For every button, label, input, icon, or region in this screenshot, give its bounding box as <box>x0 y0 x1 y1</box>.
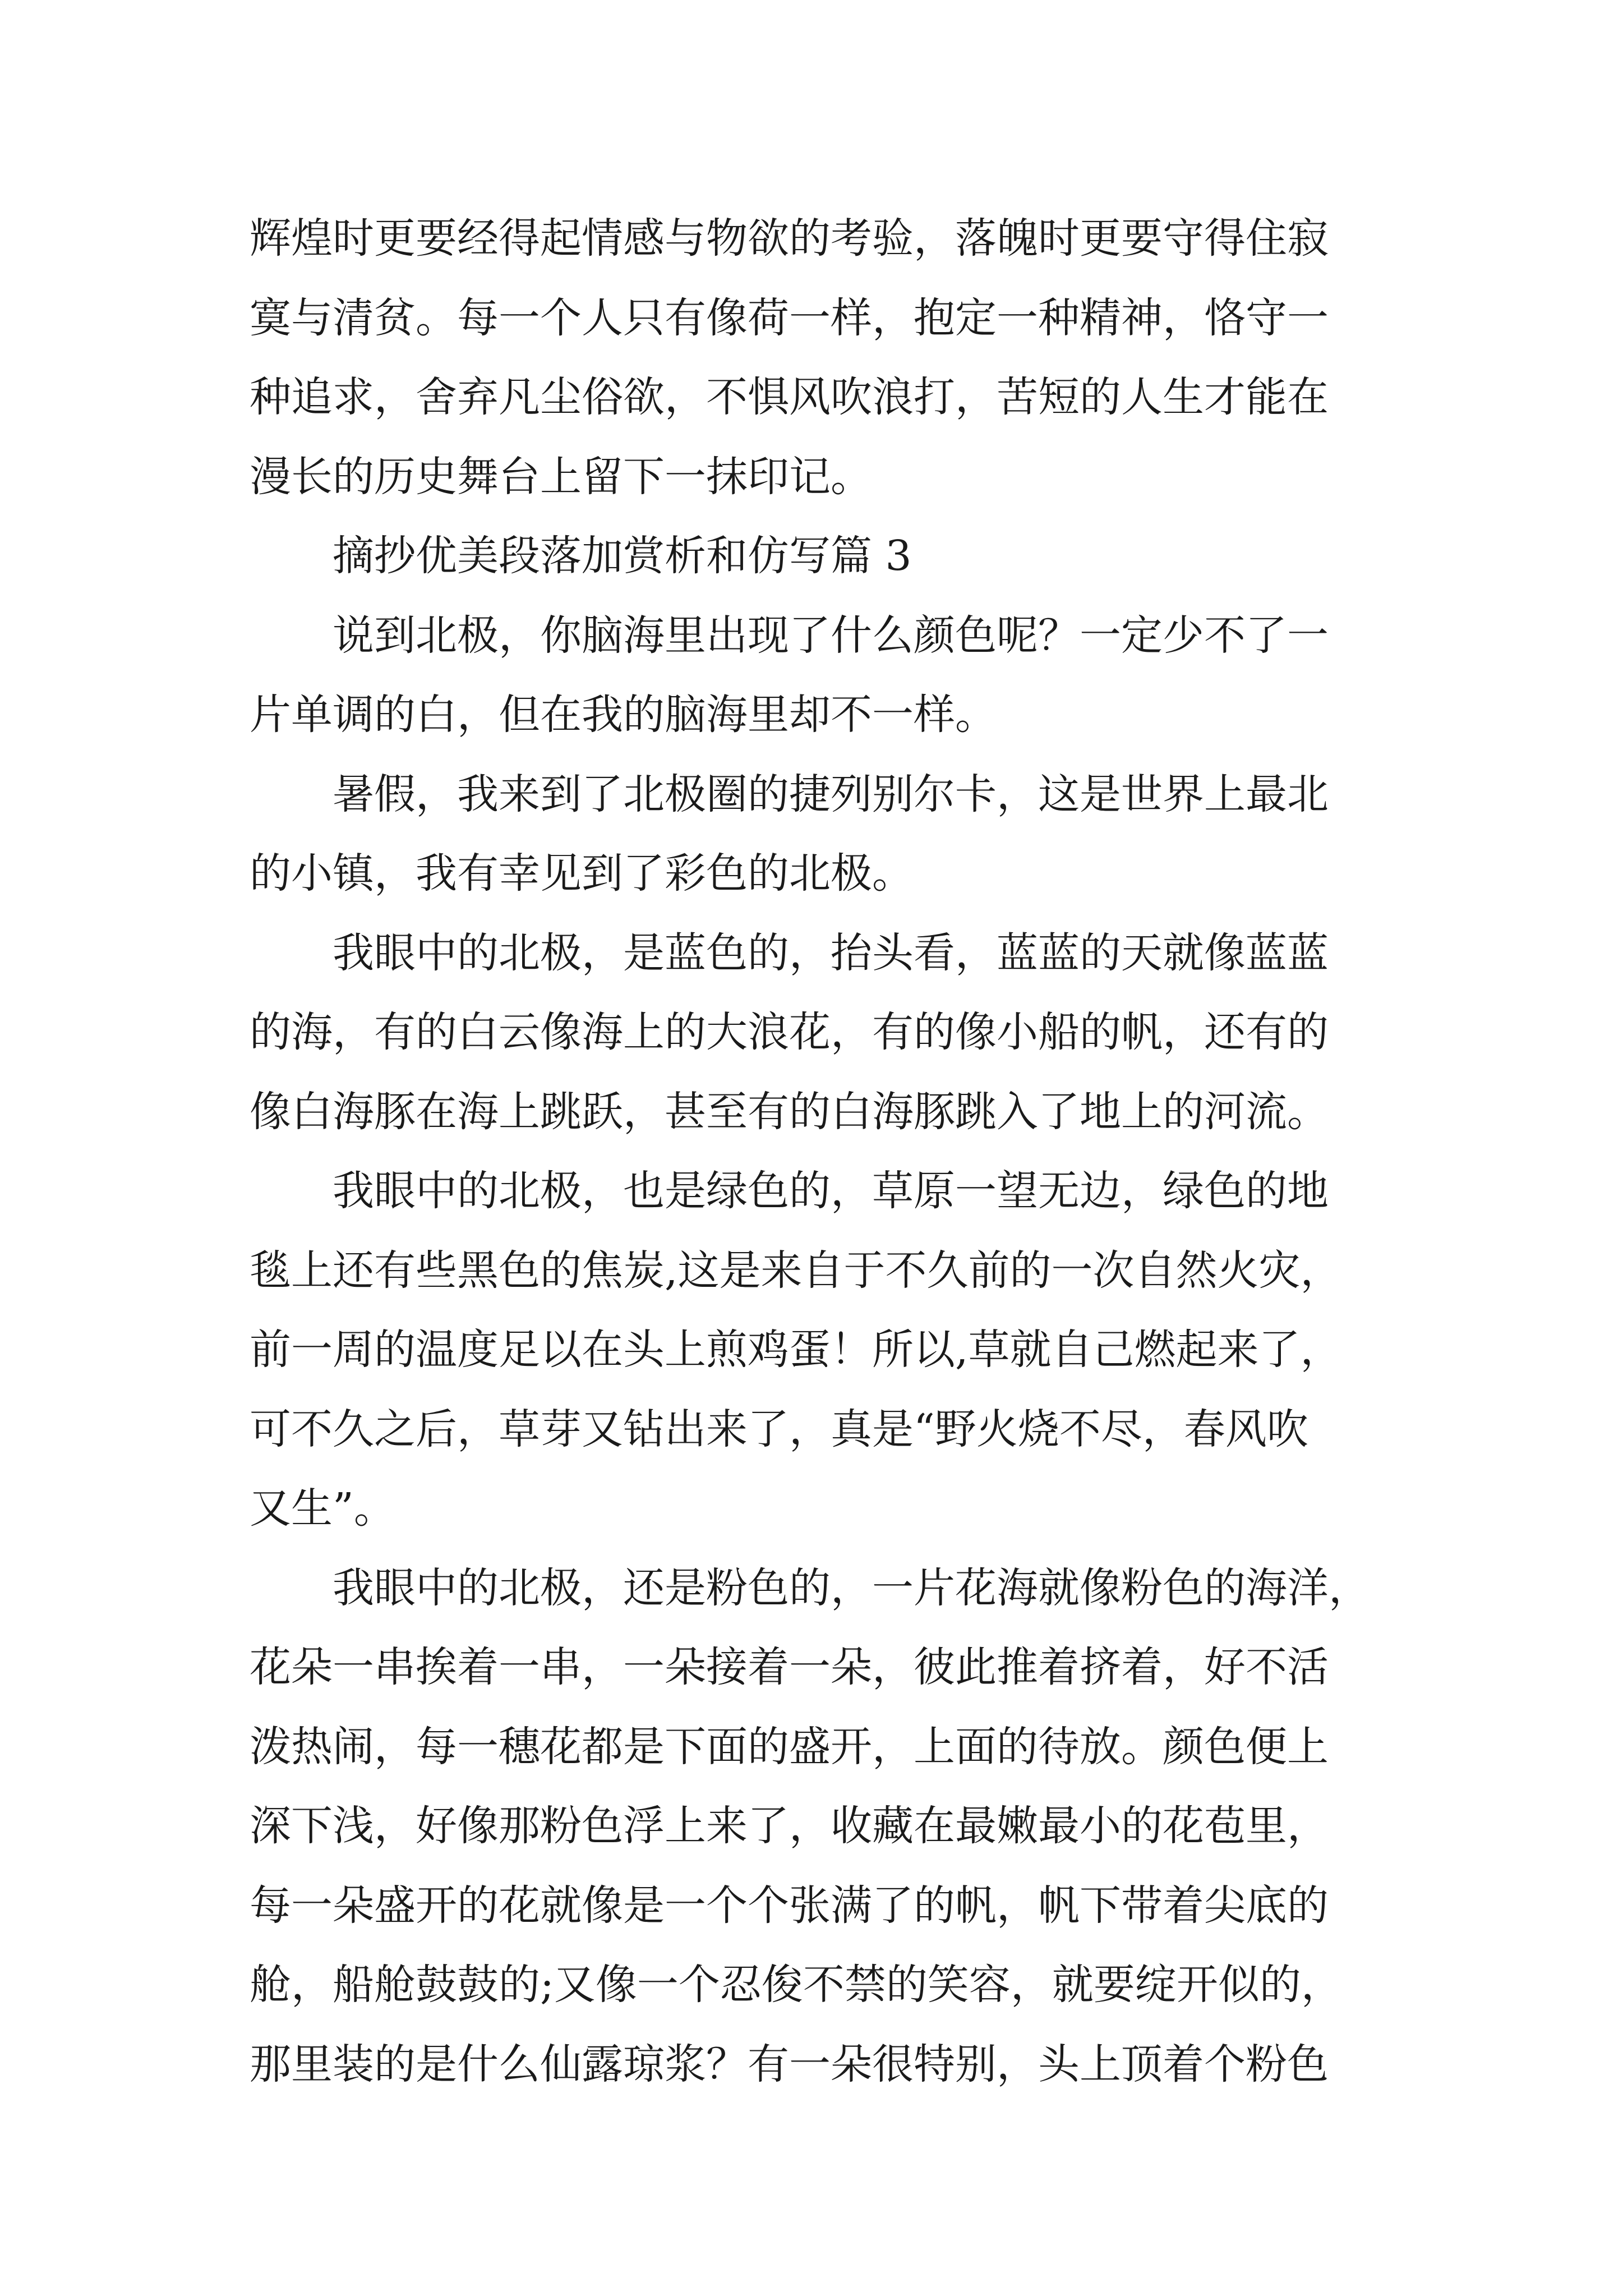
text-line: 花朵一串挨着一串，一朵接着一朵，彼此推着挤着，好不活 <box>250 1643 1329 1691</box>
text-line: 像白海豚在海上跳跃，甚至有的白海豚跳入了地上的河流。 <box>250 1087 1329 1136</box>
text-line: 的小镇，我有幸见到了彩色的北极。 <box>250 849 914 898</box>
body-text <box>250 199 1394 2104</box>
text-line: 前一周的温度足以在头上煎鸡蛋！所以,草就自己燃起来了， <box>250 1326 1342 1374</box>
text-line: 辉煌时更要经得起情感与物欲的考验，落魄时更要守得住寂 <box>250 214 1329 263</box>
text-line: 的海，有的白云像海上的大浪花，有的像小船的帆，还有的 <box>250 1008 1329 1056</box>
text-line: 又生”。 <box>250 1484 395 1533</box>
text-line: 暑假，我来到了北极圈的捷列别尔卡，这是世界上最北 <box>333 770 1329 818</box>
text-line: 舱，船舱鼓鼓的;又像一个忍俊不禁的笑容，就要绽开似的， <box>250 1961 1343 2009</box>
text-line: 我眼中的北极，是蓝色的，抬头看，蓝蓝的天就像蓝蓝 <box>333 928 1329 977</box>
text-line: 那里装的是什么仙露琼浆？有一朵很特别，头上顶着个粉色 <box>250 2040 1329 2088</box>
text-line: 泼热闹，每一穗花都是下面的盛开，上面的待放。颜色便上 <box>250 1722 1329 1771</box>
text-line: 片单调的白，但在我的脑海里却不一样。 <box>250 691 997 739</box>
text-line: 可不久之后，草芽又钻出来了，真是“野火烧不尽，春风吹 <box>250 1405 1308 1453</box>
text-line: 寞与清贫。每一个人只有像荷一样，抱定一种精神，恪守一 <box>250 293 1329 342</box>
text-line: 深下浅，好像那粉色浮上来了，收藏在最嫩最小的花苞里， <box>250 1802 1329 1850</box>
text-line: 漫长的历史舞台上留下一抹印记。 <box>250 452 872 501</box>
text-line: 我眼中的北极，还是粉色的，一片花海就像粉色的海洋， <box>333 1563 1370 1612</box>
text-line: 摘抄优美段落加赏析和仿写篇 3 <box>333 532 912 580</box>
text-line: 我眼中的北极，也是绿色的，草原一望无边，绿色的地 <box>333 1167 1329 1215</box>
text-line: 说到北极，你脑海里出现了什么颜色呢？一定少不了一 <box>333 611 1329 660</box>
text-line: 毯上还有些黑色的焦炭,这是来自于不久前的一次自然火灾， <box>250 1246 1342 1295</box>
text-line: 每一朵盛开的花就像是一个个张满了的帆，帆下带着尖底的 <box>250 1881 1329 1930</box>
text-line: 种追求，舍弃凡尘俗欲，不惧风吹浪打，苦短的人生才能在 <box>250 373 1329 421</box>
